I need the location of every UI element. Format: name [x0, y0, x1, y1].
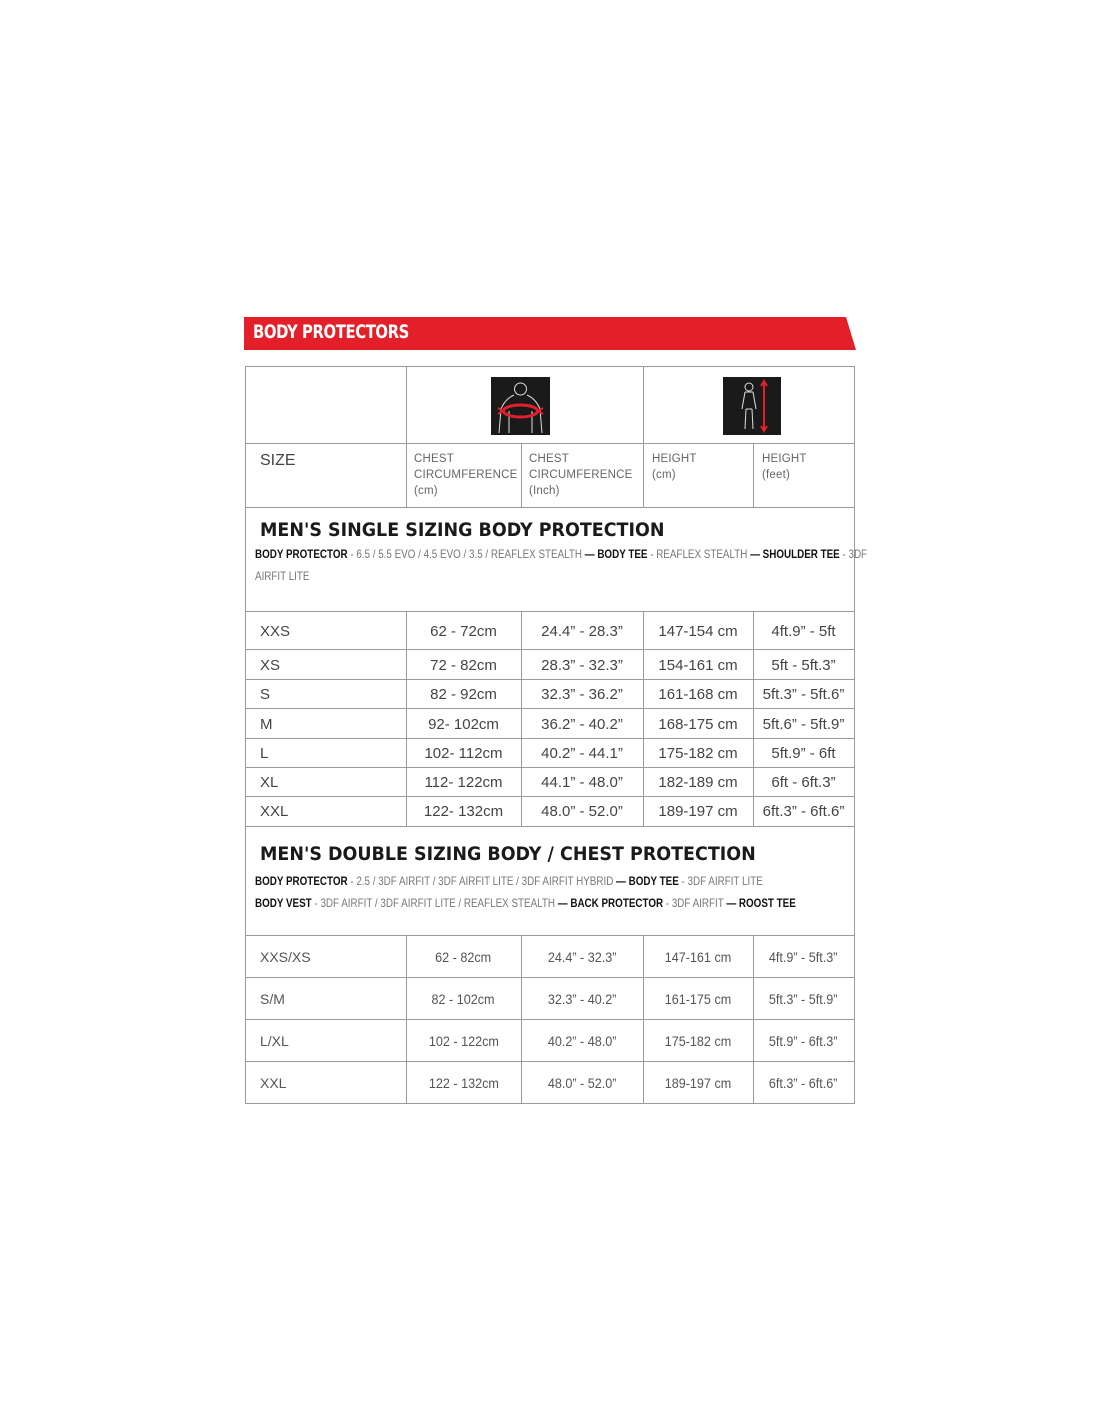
column-header [652, 451, 697, 483]
double-products-line-2 [255, 896, 796, 910]
grid-line [246, 1061, 854, 1062]
value-cell [406, 739, 521, 768]
value-cell [406, 650, 521, 680]
cell-text: 102 - 122cm [428, 1033, 499, 1049]
cell-text: 182-189 cm [658, 774, 738, 791]
column-header [762, 451, 807, 483]
table-row [246, 936, 854, 978]
grid-line [246, 679, 854, 680]
column-header-line: (Inch) [529, 485, 560, 497]
grid-line [753, 935, 754, 1103]
column-header-line: (cm) [414, 485, 438, 497]
value-cell [643, 709, 753, 739]
value-cell [521, 739, 643, 768]
column-header-line: CHEST [414, 453, 454, 465]
height-measure-icon [723, 377, 781, 435]
product-models: - 3DF AIRFIT [663, 896, 727, 910]
grid-line [521, 443, 522, 507]
grid-line [643, 367, 644, 507]
single-products-line-2: AIRFIT LITE [255, 569, 310, 583]
product-models: - 3DF [839, 547, 868, 561]
column-header-line: HEIGHT [652, 453, 697, 465]
value-cell [643, 978, 753, 1020]
table-row [246, 768, 854, 797]
product-category: — ROOST TEE [726, 896, 796, 910]
size-cell [260, 650, 280, 680]
cell-text: 122 - 132cm [428, 1075, 499, 1091]
grid-line [643, 935, 644, 1103]
column-header-line: CIRCUMFERENCE [414, 469, 518, 481]
cell-text: 6ft - 6ft.3” [771, 774, 836, 791]
value-cell [521, 1020, 643, 1062]
value-cell [521, 1062, 643, 1104]
size-cell [260, 612, 290, 650]
cell-text: 161-175 cm [664, 991, 732, 1007]
cell-text: 161-168 cm [658, 686, 738, 703]
double-sizing-title: MEN'S DOUBLE SIZING BODY / CHEST PROTECTION [260, 843, 756, 865]
cell-text: 5ft.9” - 6ft [771, 745, 836, 762]
grid-line [246, 767, 854, 768]
value-cell [406, 797, 521, 826]
grid-line [406, 611, 407, 826]
cell-text: 102- 112cm [424, 745, 503, 762]
grid-line [753, 611, 754, 826]
cell-text: 147-161 cm [664, 949, 732, 965]
column-header [529, 451, 633, 499]
grid-line [246, 935, 854, 936]
cell-text: 72 - 82cm [430, 656, 497, 674]
table-row [246, 978, 854, 1020]
cell-text: S [260, 686, 271, 703]
cell-text: 147-154 cm [658, 622, 738, 640]
cell-text: 6ft.3” - 6ft.6” [762, 803, 845, 820]
value-cell [406, 768, 521, 797]
table-row [246, 1020, 854, 1062]
cell-text: 168-175 cm [658, 715, 738, 733]
table-row [246, 709, 854, 739]
cell-text: 82 - 102cm [431, 991, 496, 1007]
single-products-line [255, 547, 867, 561]
grid-line [246, 1019, 854, 1020]
cell-text: XXS/XS [260, 949, 311, 965]
grid-line [246, 977, 854, 978]
value-cell [521, 650, 643, 680]
value-cell [406, 680, 521, 709]
grid-line [643, 611, 644, 826]
product-category: BODY PROTECTOR [255, 874, 348, 888]
cell-text: XXS [260, 622, 291, 640]
grid-line [246, 738, 854, 739]
cell-text: 82 - 92cm [430, 686, 497, 703]
value-cell [753, 797, 854, 826]
value-cell [753, 1062, 854, 1104]
value-cell [753, 739, 854, 768]
grid-line [246, 443, 854, 444]
cell-text: 4ft.9” - 5ft [771, 622, 836, 640]
grid-line [246, 649, 854, 650]
value-cell [753, 709, 854, 739]
cell-text: 175-182 cm [658, 745, 738, 762]
cell-text: 112- 122cm [424, 774, 503, 791]
value-cell [753, 936, 854, 978]
value-cell [406, 612, 521, 650]
product-models: - 2.5 / 3DF AIRFIT / 3DF AIRFIT LITE / 3DF AIRFIT HYBRID [347, 874, 617, 888]
value-cell [521, 768, 643, 797]
cell-text: 92- 102cm [428, 715, 499, 733]
size-cell [260, 680, 270, 709]
product-category: — SHOULDER TEE [750, 547, 840, 561]
table-row [246, 680, 854, 709]
grid-line [521, 611, 522, 826]
grid-line [406, 367, 407, 507]
grid-line [246, 507, 854, 508]
cell-text: L/XL [260, 1033, 289, 1049]
cell-text: 48.0” - 52.0” [541, 803, 623, 820]
size-cell [260, 797, 288, 826]
grid-line [521, 935, 522, 1103]
size-cell [260, 1062, 286, 1104]
value-cell [753, 650, 854, 680]
value-cell [521, 709, 643, 739]
grid-line [406, 935, 407, 1103]
size-cell [260, 768, 278, 797]
cell-text: 24.4” - 28.3” [541, 622, 623, 640]
value-cell [643, 1020, 753, 1062]
cell-text: 4ft.9” - 5ft.3” [769, 949, 838, 965]
product-category: — BODY TEE [616, 874, 679, 888]
value-cell [643, 739, 753, 768]
cell-text: XS [260, 656, 281, 674]
cell-text: 36.2” - 40.2” [541, 715, 623, 733]
banner-title: BODY PROTECTORS [253, 321, 409, 343]
value-cell [643, 936, 753, 978]
cell-text: 175-182 cm [664, 1033, 732, 1049]
cell-text: 24.4” - 32.3” [547, 949, 617, 965]
size-chart-table [245, 366, 868, 1104]
cell-text: 5ft.6” - 5ft.9” [762, 715, 845, 733]
value-cell [643, 680, 753, 709]
value-cell [753, 768, 854, 797]
size-cell [260, 709, 273, 739]
cell-text: XXL [260, 1075, 287, 1091]
table-row [246, 1062, 854, 1104]
product-models: - 3DF AIRFIT / 3DF AIRFIT LITE / REAFLEX STEALTH [311, 896, 558, 910]
product-category: BODY PROTECTOR [255, 547, 348, 561]
value-cell [521, 936, 643, 978]
column-header-line: (cm) [652, 469, 676, 481]
cell-text: 32.3” - 40.2” [547, 991, 617, 1007]
value-cell [521, 797, 643, 826]
size-cell [260, 978, 285, 1020]
grid-line [246, 611, 854, 612]
grid-line [246, 708, 854, 709]
value-cell [406, 1020, 521, 1062]
table-row [246, 650, 854, 680]
grid-line [246, 826, 854, 827]
double-products-line [255, 874, 763, 888]
cell-text: 40.2” - 48.0” [547, 1033, 617, 1049]
cell-text: 5ft - 5ft.3” [771, 656, 836, 674]
value-cell [643, 612, 753, 650]
cell-text: S/M [260, 991, 285, 1007]
column-header-line: CIRCUMFERENCE [529, 469, 633, 481]
cell-text: 5ft.3” - 5ft.6” [762, 686, 845, 703]
cell-text: 5ft.9” - 6ft.3” [769, 1033, 838, 1049]
product-category: — BODY TEE [584, 547, 648, 561]
value-cell [521, 612, 643, 650]
product-models: - REAFLEX STEALTH [647, 547, 751, 561]
column-header-line: (feet) [762, 469, 791, 481]
value-cell [406, 709, 521, 739]
column-header-line: CHEST [529, 453, 569, 465]
product-models: - 3DF AIRFIT LITE [678, 874, 763, 888]
cell-text: 62 - 72cm [430, 622, 497, 640]
size-cell [260, 1020, 289, 1062]
grid-line [753, 443, 754, 507]
section-banner [244, 317, 856, 350]
cell-text: 154-161 cm [658, 656, 738, 674]
value-cell [521, 978, 643, 1020]
cell-text: 62 - 82cm [435, 949, 492, 965]
chest-measure-icon [491, 377, 550, 435]
value-cell [406, 1062, 521, 1104]
grid-line [246, 796, 854, 797]
value-cell [753, 612, 854, 650]
cell-text: 44.1” - 48.0” [541, 774, 623, 791]
size-cell [260, 936, 311, 978]
value-cell [521, 680, 643, 709]
cell-text: XL [260, 774, 279, 791]
column-header [414, 451, 518, 499]
value-cell [406, 978, 521, 1020]
cell-text: XXL [260, 803, 289, 820]
value-cell [753, 978, 854, 1020]
product-category: — BACK PROTECTOR [557, 896, 664, 910]
cell-text: 48.0” - 52.0” [547, 1075, 617, 1091]
table-row [246, 739, 854, 768]
cell-text: 6ft.3” - 6ft.6” [769, 1075, 838, 1091]
size-column-label: SIZE [260, 452, 296, 469]
product-models: - 6.5 / 5.5 EVO / 4.5 EVO / 3.5 / REAFLEX STEALTH [347, 547, 585, 561]
size-cell [260, 739, 268, 768]
column-header-line: HEIGHT [762, 453, 807, 465]
value-cell [643, 797, 753, 826]
value-cell [643, 768, 753, 797]
value-cell [643, 1062, 753, 1104]
table-row [246, 797, 854, 826]
cell-text: 189-197 cm [658, 803, 738, 820]
cell-text: L [260, 745, 269, 762]
cell-text: 28.3” - 32.3” [541, 656, 623, 674]
cell-text: 40.2” - 44.1” [541, 745, 623, 762]
cell-text: 32.3” - 36.2” [541, 686, 623, 703]
value-cell [643, 650, 753, 680]
value-cell [753, 1020, 854, 1062]
product-category: BODY VEST [255, 896, 312, 910]
cell-text: 122- 132cm [423, 803, 504, 820]
single-sizing-title: MEN'S SINGLE SIZING BODY PROTECTION [260, 519, 665, 541]
cell-text: 5ft.3” - 5ft.9” [769, 991, 838, 1007]
value-cell [753, 680, 854, 709]
value-cell [406, 936, 521, 978]
table-row [246, 612, 854, 650]
cell-text: M [260, 715, 273, 733]
cell-text: 189-197 cm [664, 1075, 732, 1091]
